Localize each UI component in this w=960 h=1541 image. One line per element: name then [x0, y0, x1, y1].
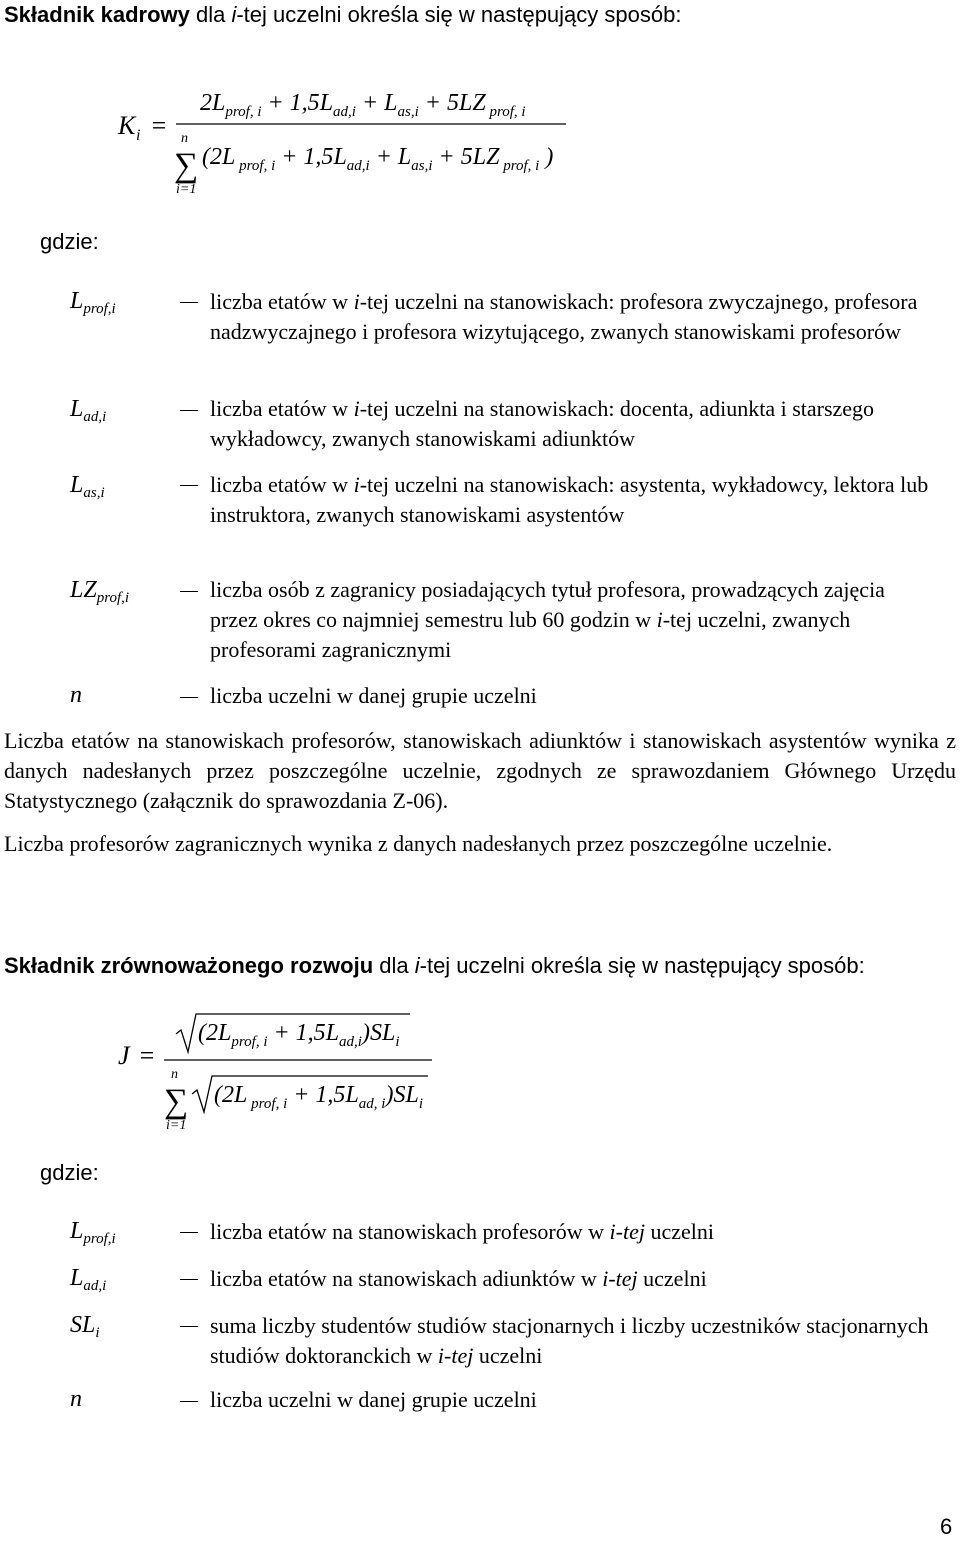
def3-pre: liczba etatów w [210, 472, 354, 497]
def4-text [210, 575, 930, 665]
def2-sub: ad,i [83, 409, 107, 425]
formula-j [0, 1010, 960, 1140]
def2-3-sub: i [95, 1325, 100, 1341]
svg-text:(2L prof, i + 1,5Lad, i)SLi: (2L $_{prof}$, $i + 1,5L_{ad}$, $i)SL_i$ [214, 1082, 423, 1112]
section2-gdzie: gdzie: [40, 1160, 99, 1185]
formula-k-lhs-sub: i [136, 127, 141, 144]
def1-ital: i [353, 289, 360, 314]
def4-sub: prof,i [96, 590, 130, 606]
def2-dash [180, 410, 198, 411]
formula-k [0, 80, 960, 200]
def4-pre: liczba osób z zagranicy posiadających tytuł profesora, prowadzących zajęcia przez okres co najmniej semestru lub 60 godzin w [210, 577, 885, 632]
formula-k-denominator [202, 144, 553, 174]
def2-4-text [210, 1385, 930, 1415]
def5-text [210, 681, 930, 711]
def2-pre: liczba etatów w [210, 396, 354, 421]
def4-sym: LZ [70, 577, 97, 603]
def2-1-text [210, 1217, 930, 1247]
def4-post: -tej uczelni, zwanych profesorami zagranicznymi [210, 607, 851, 662]
def2-1-dash [180, 1232, 198, 1233]
def3-post: -tej uczelni na stanowiskach: asystenta, wykładowcy, lektora lub instruktora, zwanych stanowiskami asystentów [210, 472, 929, 527]
def3-ital: i [353, 472, 360, 497]
def2-3-dash [180, 1326, 198, 1327]
def2-3-text [210, 1311, 930, 1371]
def2-4-symbol [70, 1386, 82, 1413]
svg-text:2Lprof, i + 1,5Lad,i + Las,i +: $2L_{prof}$, $i + 1,5L_{ad},i + L_{as},i + 5LZ$ $_{prof}$, i [200, 90, 526, 120]
def1-post: -tej uczelni na stanowiskach: profesora zwyczajnego, profesora nadzwyczajnego i profesora wizytującego, zwanych stanowiskami profesorów [210, 289, 918, 344]
formula-j-denominator [214, 1082, 423, 1112]
paragraph-etaty: Liczba etatów na stanowiskach profesorów, stanowiskach adiunktów i stanowiskach asystentów wynika z danych nadesłanych przez poszczególne uczelnie, zgodnych ze sprawozdaniem Głównego Urzędu Statystycznego (załącznik do sprawozdania Z-06). [4, 728, 956, 813]
def2-symbol [70, 396, 106, 426]
def2-2-text [210, 1264, 930, 1294]
def2-2-ital: i-tej [602, 1266, 638, 1291]
formula-k-sum-lower: i=1 [176, 182, 197, 197]
def2-2-symbol [70, 1265, 106, 1295]
def4-ital: i [656, 607, 663, 632]
formula-j-lhs: J [118, 1041, 130, 1070]
svg-text:(2Lprof, i + 1,5Lad,i)SLi: ($2L_{prof}$, $i + 1,5L_{ad},i)SL_i$ [198, 1020, 400, 1050]
section1-gdzie: gdzie: [40, 229, 99, 254]
def5-pre: liczba uczelni w danej grupie uczelni [210, 683, 537, 708]
def2-1-symbol [70, 1218, 116, 1248]
def3-sub: as,i [83, 485, 105, 501]
formula-j-sum-lower: i=1 [166, 1118, 187, 1133]
section2-heading-pre: dla [373, 953, 415, 978]
def4-symbol [70, 577, 129, 607]
def2-2-dash [180, 1279, 198, 1280]
def2-3-symbol [70, 1312, 100, 1342]
section1-heading-bold: Składnik kadrowy [4, 2, 190, 27]
def1-dash [180, 302, 198, 303]
formula-k-sum-sign: ∑ [174, 147, 199, 184]
def5-sym: n [70, 682, 82, 708]
def2-2-post: uczelni [637, 1266, 707, 1291]
def1-pre: liczba etatów w [210, 289, 354, 314]
section1-heading-i: i [231, 2, 237, 27]
section2-heading-bold: Składnik zrównoważonego rozwoju [4, 953, 374, 978]
def5-dash [180, 697, 198, 698]
def2-3-ital: i-tej [437, 1343, 474, 1368]
def1-text [210, 287, 930, 347]
def2-2-sym: L [70, 1265, 84, 1291]
def2-4-pre: liczba uczelni w danej grupie uczelni [210, 1387, 537, 1412]
def2-2-pre: liczba etatów na stanowiskach adiunktów w [210, 1266, 603, 1291]
formula-k-lhs: K [118, 111, 136, 140]
page-number: 6 [940, 1514, 953, 1539]
section2-heading-i: i [414, 953, 420, 978]
def5-symbol [70, 682, 82, 709]
def2-post: -tej uczelni na stanowiskach: docenta, adiunkta i starszego wykładowcy, zwanych stanowiskami adiunktów [210, 396, 875, 451]
section1-heading [4, 2, 681, 28]
def1-sub: prof,i [83, 301, 116, 317]
def2-3-sym: SL [70, 1312, 96, 1338]
def1-sym: L [70, 288, 84, 314]
def3-text [210, 470, 930, 530]
def2-4-sym: n [70, 1386, 82, 1412]
def2-ital: i [353, 396, 360, 421]
section1-heading-pre: dla [189, 2, 232, 27]
def2-1-pre: liczba etatów na stanowiskach profesorów w [210, 1219, 610, 1244]
def2-1-sym: L [70, 1218, 84, 1244]
formula-j-eq: = [138, 1041, 156, 1070]
def2-1-ital: i-tej [609, 1219, 645, 1244]
paragraph-profesorowie: Liczba profesorów zagranicznych wynika z danych nadesłanych przez poszczególne uczelnie. [4, 831, 833, 856]
def2-1-post: uczelni [644, 1219, 715, 1244]
section2-heading [4, 953, 865, 979]
section1-heading-post: -tej uczelni określa się w następujący sposób: [236, 2, 682, 27]
def2-text [210, 394, 930, 454]
formula-j-sum-sign: ∑ [164, 1083, 189, 1120]
formula-j-numerator [198, 1020, 400, 1050]
def3-sym: L [70, 472, 84, 498]
def2-sym: L [70, 396, 84, 422]
def3-dash [180, 485, 198, 486]
def1-symbol [70, 288, 116, 318]
formula-k-eq: = [150, 111, 168, 140]
svg-text:(2L prof, i + 1,5Lad,i + Las,i: (2L $_{prof}$, $i + 1,5L_{ad},i + L_{as},i + 5LZ$ $_{prof}$, i ) [202, 144, 554, 174]
def2-4-dash [180, 1401, 198, 1402]
def2-3-pre: suma liczby studentów studiów stacjonarnych i liczby uczestników stacjonarnych studiów doktoranckich w [210, 1313, 929, 1368]
formula-j-sum-upper: n [171, 1067, 178, 1082]
def3-symbol [70, 472, 105, 502]
def2-2-sub: ad,i [83, 1278, 107, 1294]
def4-dash [180, 591, 198, 592]
formula-k-numerator [200, 90, 526, 120]
section2-heading-post: -tej uczelni określa się w następujący sposób: [419, 953, 865, 978]
def2-3-post: uczelni [473, 1343, 543, 1368]
formula-k-sum-upper: n [181, 131, 188, 146]
def2-1-sub: prof,i [83, 1231, 116, 1247]
